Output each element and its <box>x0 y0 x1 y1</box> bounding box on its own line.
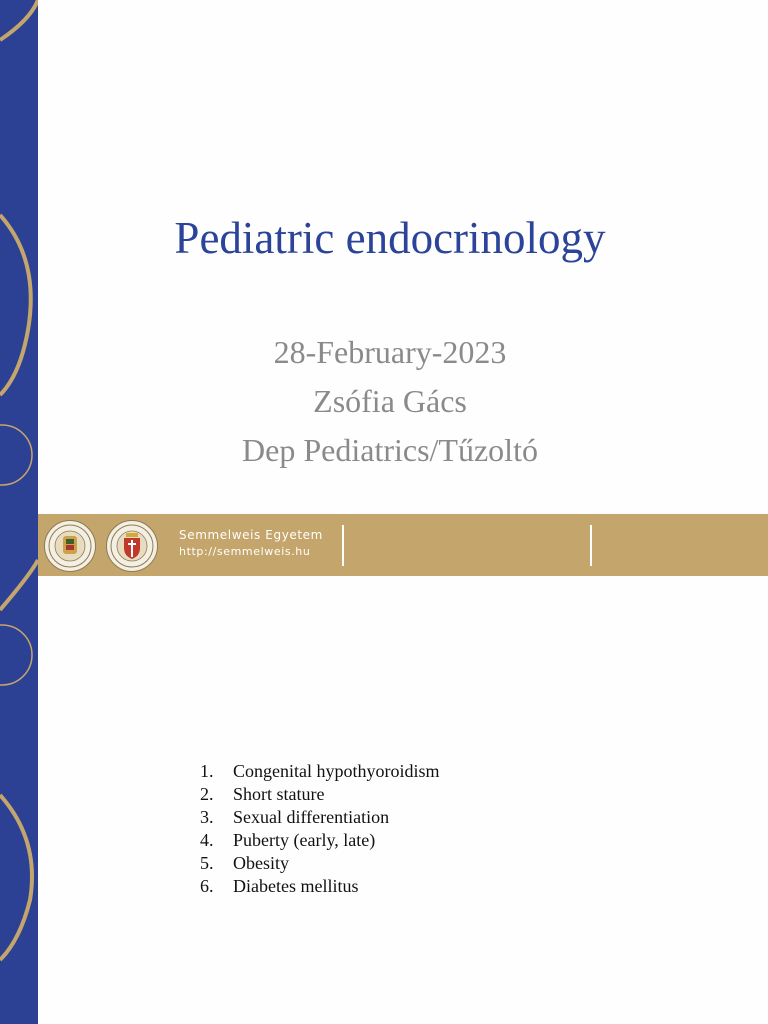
divider <box>590 525 592 566</box>
university-url-link[interactable]: http://semmelweis.hu <box>179 545 311 558</box>
university-name: Semmelweis Egyetem <box>179 528 323 542</box>
list-item-label: Sexual differentiation <box>233 807 390 827</box>
department: Dep Pediatrics/Tűzoltó <box>242 432 538 468</box>
list-item-label: Congenital hypothyoroidism <box>233 761 440 781</box>
list-item <box>200 760 440 783</box>
list-item-label: Puberty (early, late) <box>233 830 376 850</box>
list-item-number: 4. <box>200 830 214 850</box>
presentation-date: 28-February-2023 <box>273 334 507 370</box>
gold-arc-decoration-icon <box>0 0 38 1024</box>
hungarian-coat-of-arms-seal-icon <box>106 520 158 572</box>
list-item <box>200 852 440 875</box>
list-item-number: 5. <box>200 853 214 873</box>
list-item-label: Obesity <box>233 853 289 873</box>
topic-list <box>200 760 440 898</box>
university-banner <box>38 514 768 576</box>
list-item-label: Diabetes mellitus <box>233 876 359 896</box>
list-item <box>200 783 440 806</box>
slide-title: Pediatric endocrinology <box>174 213 606 263</box>
list-item-number: 2. <box>200 784 214 804</box>
list-item-number: 1. <box>200 761 214 781</box>
list-item-number: 3. <box>200 807 214 827</box>
list-item-label: Short stature <box>233 784 325 804</box>
list-item <box>200 875 440 898</box>
divider <box>342 525 344 566</box>
side-decor-band <box>0 0 38 1024</box>
list-item <box>200 829 440 852</box>
list-item <box>200 806 440 829</box>
university-seal-icon <box>44 520 96 572</box>
presenter-name: Zsófia Gács <box>313 383 467 419</box>
list-item-number: 6. <box>200 876 214 896</box>
